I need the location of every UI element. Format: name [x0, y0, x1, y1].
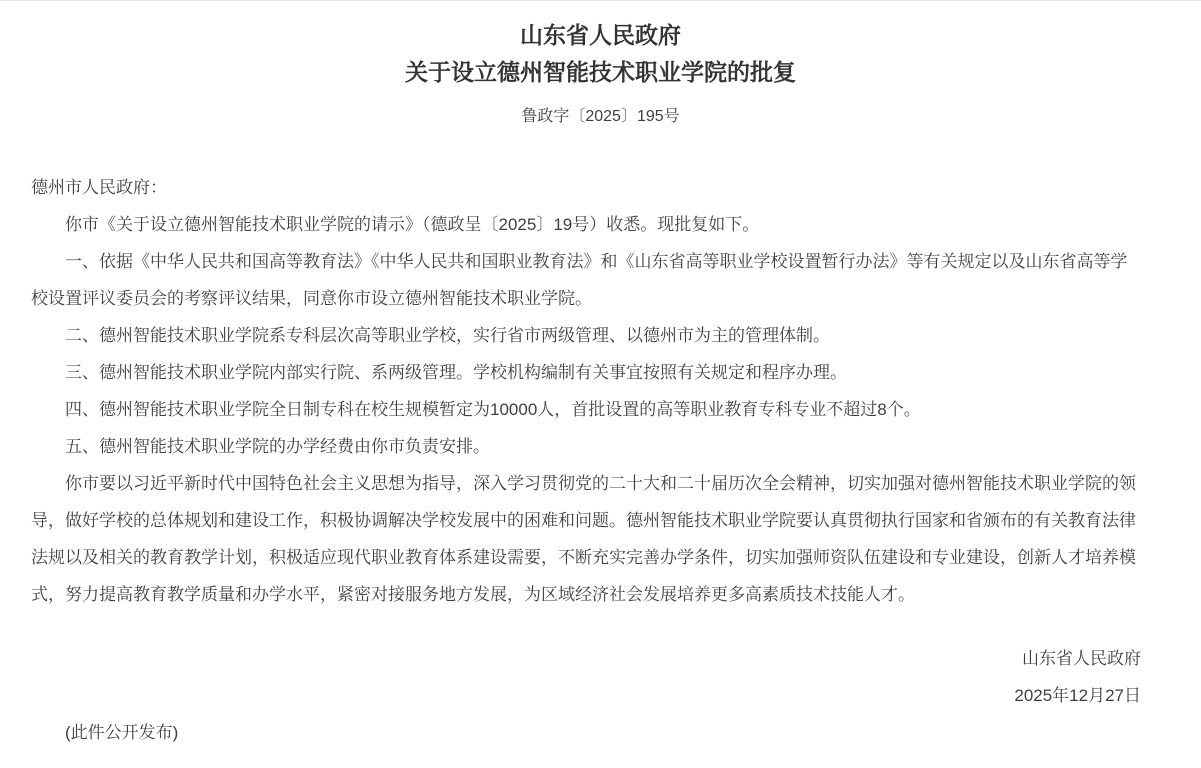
paragraph-closing-requirements: 你市要以习近平新时代中国特色社会主义思想为指导，深入学习贯彻党的二十大和二十届历次全会精神，切实加强对德州智能技术职业学院的领导，做好学校的总体规划和建设工作，积极协调解决学校发展中的困难和问题。德州智能技术职业学院要认真贯彻执行国家和省颁布的有关教育法律法规以及相关的教育教学计划，积极适应现代职业教育体系建设需要，不断充实完善办学条件，切实加强师资队伍建设和专业建设，创新人才培养模式，努力提高教育教学质量和办学水平，紧密对接服务地方发展，为区域经济社会发展培养更多高素质技术技能人才。 [31, 474, 1136, 604]
signature-block [0, 640, 1201, 714]
signature-authority: 山东省人民政府 [1022, 649, 1141, 668]
document-title-line1: 山东省人民政府 [520, 22, 681, 48]
document-header [0, 1, 1201, 128]
paragraph-item-5: 五、德州智能技术职业学院的办学经费由你市负责安排。 [65, 437, 490, 456]
paragraph-item-4: 四、德州智能技术职业学院全日制专科在校生规模暂定为10000人，首批设置的高等职业教育专科专业不超过8个。 [65, 400, 921, 419]
paragraph-item-1: 一、依据《中华人民共和国高等教育法》《中华人民共和国职业教育法》和《山东省高等职业学校设置暂行办法》等有关规定以及山东省高等学校设置评议委员会的考察评议结果，同意你市设立德州智能技术职业学院。 [31, 252, 1128, 308]
paragraph-item-3: 三、德州智能技术职业学院内部实行院、系两级管理。学校机构编制有关事宜按照有关规定和程序办理。 [65, 363, 847, 382]
paragraph-item-2: 二、德州智能技术职业学院系专科层次高等职业学校，实行省市两级管理、以德州市为主的管理体制。 [65, 326, 830, 345]
document-number: 鲁政字〔2025〕195号 [521, 108, 680, 125]
public-release-note: (此件公开发布) [65, 723, 179, 742]
document-title-line2: 关于设立德州智能技术职业学院的批复 [405, 59, 796, 85]
signature-date: 2025年12月27日 [1014, 686, 1141, 705]
document-body [0, 169, 1201, 613]
salutation: 德州市人民政府： [31, 178, 167, 197]
paragraph-request-received: 你市《关于设立德州智能技术职业学院的请示》（德政呈〔2025〕19号）收悉。现批复如下。 [65, 215, 760, 234]
